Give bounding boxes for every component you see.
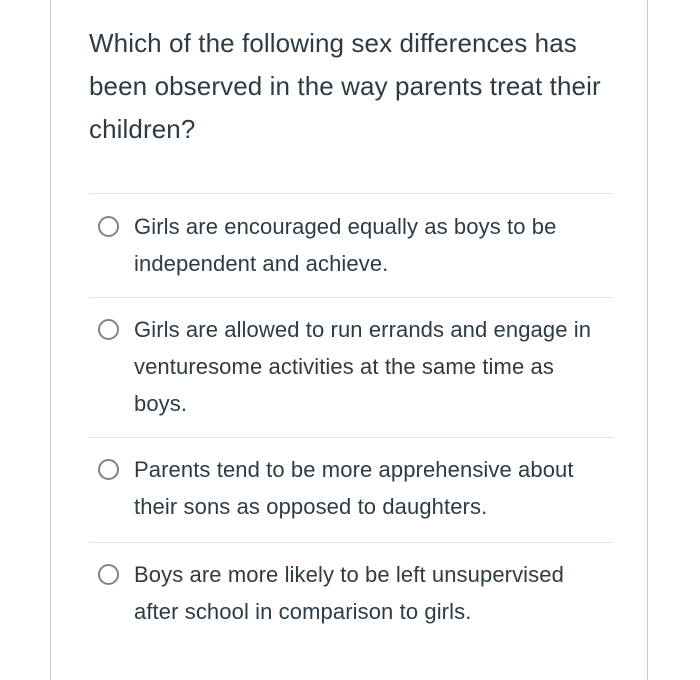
answer-option-label[interactable]: Parents tend to be more apprehensive about their sons as opposed to daughters.	[134, 457, 574, 519]
radio-button-icon[interactable]	[98, 319, 119, 340]
divider	[89, 297, 613, 298]
question-text: Which of the following sex differences has been observed in the way parents treat their children?	[89, 28, 601, 144]
divider	[89, 542, 613, 543]
quiz-question-card	[50, 0, 648, 680]
answer-option-label[interactable]: Boys are more likely to be left unsupervised after school in comparison to girls.	[134, 562, 564, 624]
answer-option-3[interactable]	[95, 451, 615, 525]
radio-button-icon[interactable]	[98, 216, 119, 237]
divider	[89, 437, 613, 438]
radio-button-icon[interactable]	[98, 564, 119, 585]
answer-option-4[interactable]	[95, 556, 615, 667]
divider	[89, 193, 613, 194]
answer-option-2[interactable]	[95, 311, 615, 422]
radio-button-icon[interactable]	[98, 459, 119, 480]
answer-option-label[interactable]: Girls are encouraged equally as boys to be independent and achieve.	[134, 214, 557, 276]
answer-option-1[interactable]	[95, 208, 615, 282]
answer-option-label[interactable]: Girls are allowed to run errands and engage in venturesome activities at the same time as boys.	[134, 317, 592, 416]
